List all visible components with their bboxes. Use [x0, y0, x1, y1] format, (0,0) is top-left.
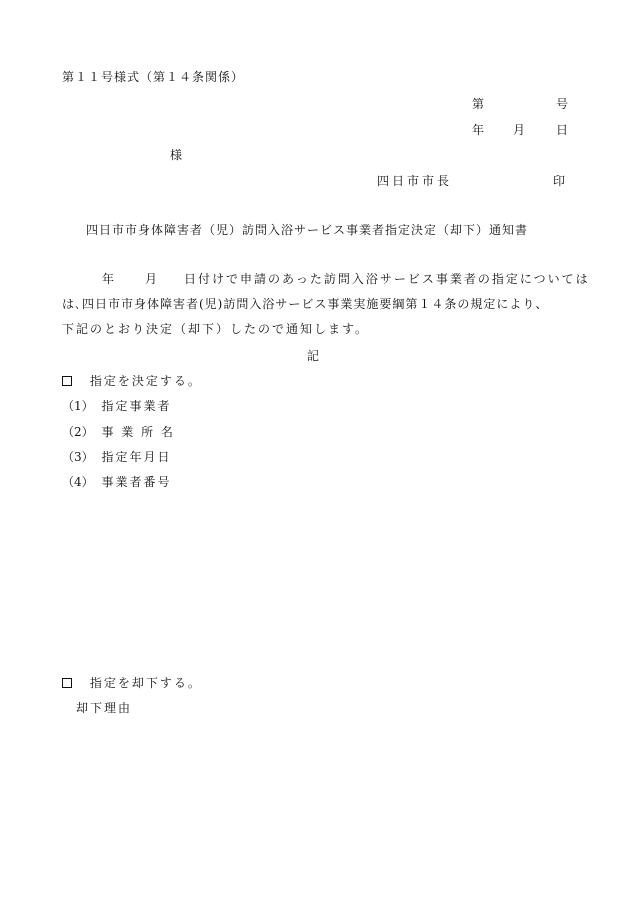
- body-month-label: 月: [145, 272, 158, 286]
- date-year-label: 年: [472, 123, 485, 137]
- body-line-1: 日付けで申請のあった訪問入浴サービス事業者の指定については: [184, 272, 590, 286]
- approve-checkbox[interactable]: [62, 376, 72, 386]
- reject-checkbox[interactable]: [62, 678, 72, 688]
- approve-item-label: 指定年月日: [101, 450, 172, 464]
- approve-item-number: （3）: [62, 450, 94, 464]
- reject-label: 指定を却下する。: [89, 676, 202, 690]
- document-number-prefix: 第: [472, 97, 485, 111]
- addressee-suffix: 様: [170, 148, 183, 162]
- form-number: 第１１号様式（第１４条関係）: [62, 70, 245, 84]
- reject-row: [62, 676, 202, 690]
- body-line-3: 下記のとおり決定（却下）したので通知します。: [62, 322, 370, 336]
- approve-item-number: （4）: [62, 475, 94, 489]
- reject-reason-label: 却下理由: [76, 701, 133, 715]
- approve-item-4: [62, 475, 171, 489]
- approve-item-2: [62, 425, 175, 439]
- body-line-2: は､四日市市身体障害者(児)訪問入浴サービス事業実施要綱第１４条の規定により、: [62, 297, 549, 311]
- seal-mark: 印: [553, 174, 566, 188]
- date-day-label: 日: [556, 123, 569, 137]
- ki-heading: 記: [307, 349, 320, 363]
- issuer-name: 四日市市長: [377, 174, 453, 188]
- approve-item-3: [62, 450, 171, 464]
- document-title: 四日市市身体障害者（児）訪問入浴サービス事業者指定決定（却下）通知書: [86, 223, 529, 237]
- date-month-label: 月: [513, 123, 526, 137]
- approve-item-label: 指定事業者: [101, 399, 172, 413]
- body-year-label: 年: [102, 272, 115, 286]
- approve-row: [62, 374, 202, 388]
- approve-item-number: （2）: [62, 425, 94, 439]
- approve-item-1: [62, 399, 171, 413]
- approve-item-label: 事 業 所 名: [101, 425, 175, 439]
- approve-item-number: （1）: [62, 399, 94, 413]
- approve-item-label: 事業者番号: [101, 475, 172, 489]
- approve-label: 指定を決定する。: [89, 374, 202, 388]
- document-number-suffix: 号: [556, 97, 569, 111]
